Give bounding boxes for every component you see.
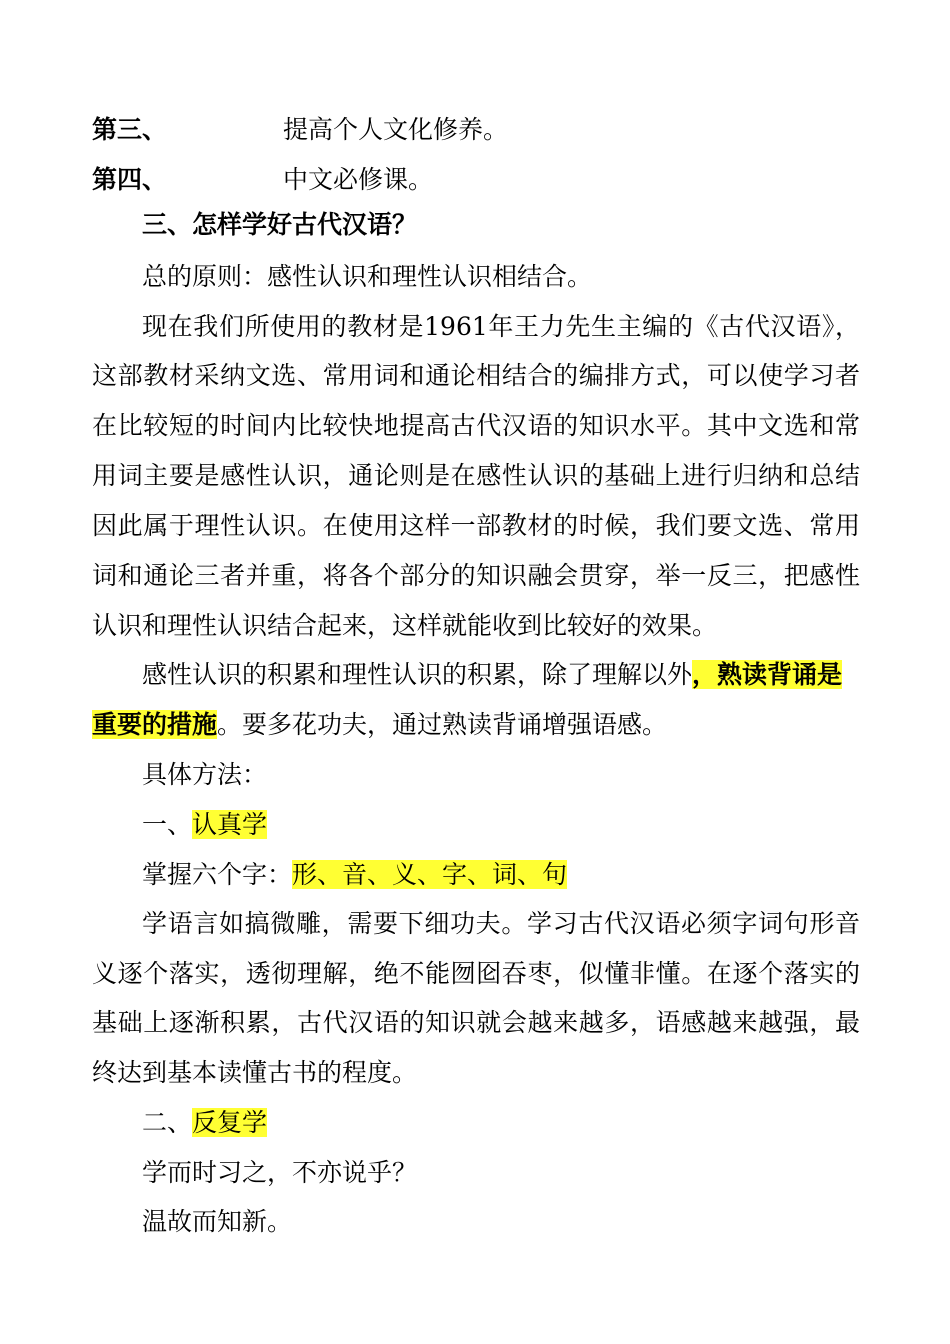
paragraph-line: 认识和理性认识结合起来，这样就能收到比较好的效果。 — [92, 611, 718, 640]
item-text: 中文必修课。 — [283, 165, 434, 194]
paragraph-line: 现在我们所使用的教材是1961年王力先生主编的《古代汉语》， — [142, 312, 860, 341]
item-label: 第四、 — [92, 165, 168, 194]
paragraph-line: 基础上逐渐积累，古代汉语的知识就会越来越多，语感越来越强，最 — [92, 1008, 860, 1037]
principle: 总的原则：感性认识和理性认识相结合。 — [142, 262, 593, 291]
method-heading — [142, 810, 267, 840]
paragraph-line: 用词主要是感性认识，通论则是在感性认识的基础上进行归纳和总结 — [92, 461, 860, 490]
highlighted-text: 重要的措施 — [92, 710, 218, 739]
method-prefix: 二、 — [142, 1108, 193, 1137]
method-detail — [142, 860, 567, 890]
highlighted-text: 认真学 — [192, 810, 268, 839]
paragraph-line: 义逐个落实，透彻理解，绝不能囫囵吞枣，似懂非懂。在逐个落实的 — [92, 959, 860, 988]
methods-title: 具体方法： — [142, 760, 268, 789]
paragraph-text: 。要多花功夫，通过熟读背诵增强语感。 — [217, 710, 668, 739]
paragraph-line: 终达到基本读懂古书的程度。 — [92, 1058, 418, 1087]
paragraph-line: 学语言如搞微雕，需要下细功夫。学习古代汉语必须字词句形音 — [142, 909, 860, 938]
paragraph-line: 词和通论三者并重，将各个部分的知识融会贯穿，举一反三，把感性 — [92, 561, 860, 590]
paragraph-text: 感性认识的积累和理性认识的积累，除了理解以外 — [142, 660, 693, 689]
highlighted-text: 反复学 — [192, 1108, 268, 1137]
paragraph-line: 这部教材采纳文选、常用词和通论相结合的编排方式，可以使学习者 — [92, 361, 860, 390]
paragraph-line: 因此属于理性认识。在使用这样一部教材的时候，我们要文选、常用 — [92, 511, 860, 540]
detail-prefix: 掌握六个字： — [142, 860, 293, 889]
highlighted-text: 形、音、义、字、词、句 — [292, 860, 568, 889]
item-text: 提高个人文化修养。 — [283, 115, 509, 144]
section-heading: 三、怎样学好古代汉语？ — [142, 210, 418, 239]
paragraph-line: 在比较短的时间内比较快地提高古代汉语的知识水平。其中文选和常 — [92, 411, 860, 440]
method-heading — [142, 1108, 267, 1138]
method-prefix: 一、 — [142, 810, 193, 839]
quote: 温故而知新。 — [142, 1207, 293, 1236]
item-label: 第三、 — [92, 115, 168, 144]
highlighted-text: ，熟读背诵是 — [692, 660, 843, 689]
quote: 学而时习之，不亦说乎？ — [142, 1158, 418, 1187]
paragraph-recitation-cont — [92, 710, 667, 740]
paragraph-recitation — [142, 660, 842, 690]
